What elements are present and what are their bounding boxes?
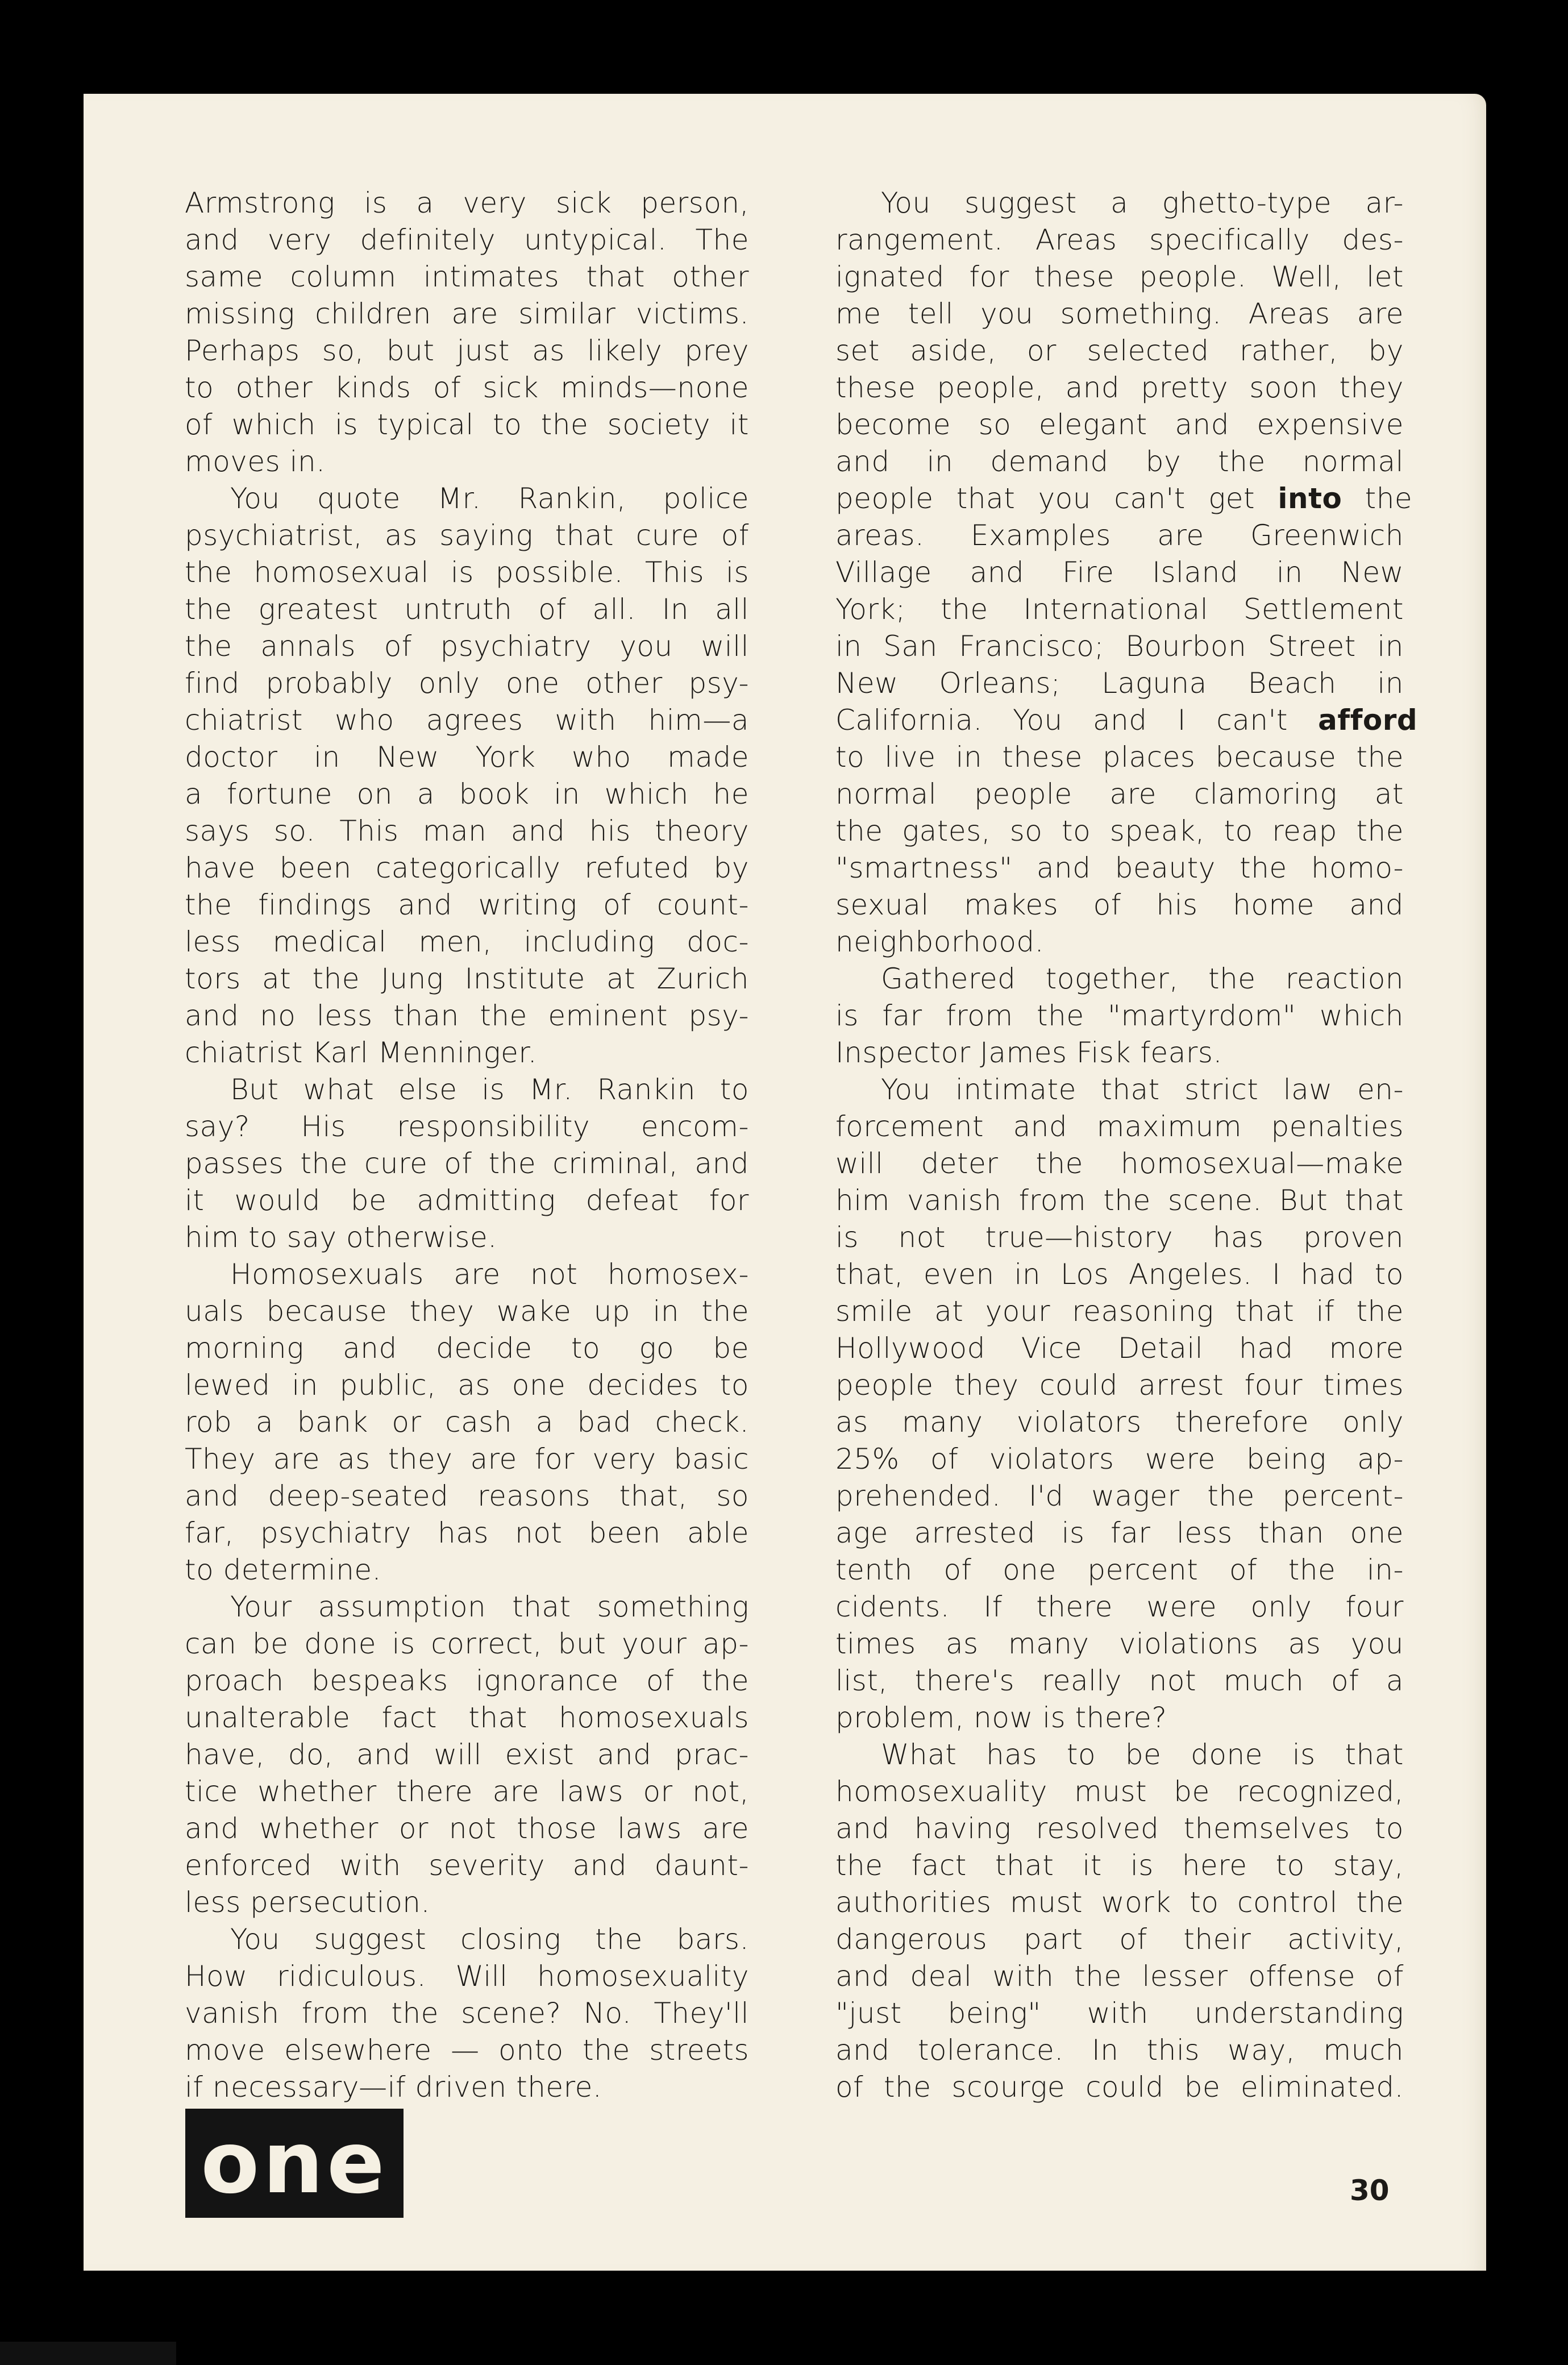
text-line: and whether or not those laws are (185, 1812, 749, 1845)
scan-color-bar (0, 2342, 176, 2365)
text-line: and no less than the eminent psy- (185, 999, 749, 1032)
text-line: says so. This man and his theory (185, 814, 749, 847)
text-line: that, even in Los Angeles. I had to (835, 1258, 1404, 1291)
text-line: say? His responsibility encom- (185, 1110, 749, 1143)
text-line: Homosexuals are not homosex- (230, 1258, 749, 1291)
text-line: to other kinds of sick minds—none (185, 371, 749, 404)
text-line: They are as they are for very basic (185, 1443, 749, 1475)
text-line: Inspector James Fisk fears. (835, 1036, 1222, 1069)
text-line: cidents. If there were only four (835, 1590, 1404, 1623)
text-line: How ridiculous. Will homosexuality (185, 1960, 749, 1993)
text-segment: people that you can't get (835, 482, 1278, 515)
text-line: set aside, or selected rather, by (835, 334, 1404, 367)
text-line: But what else is Mr. Rankin to (230, 1073, 749, 1106)
text-line: him to say otherwise. (185, 1221, 497, 1254)
text-line: missing children are similar victims. (185, 297, 749, 330)
text-line: rangement. Areas specifically des- (835, 223, 1404, 256)
text-line: passes the cure of the criminal, and (185, 1147, 749, 1180)
text-line: as many violators therefore only (835, 1406, 1404, 1439)
text-line: Perhaps so, but just as likely prey (185, 334, 749, 367)
text-line: and deal with the lesser offense of (835, 1960, 1404, 1993)
text-line: to live in these places because the (835, 741, 1404, 774)
text-line: the gates, so to speak, to reap the (835, 814, 1404, 847)
bold-emphasis: into (1278, 482, 1342, 515)
text-line: Armstrong is a very sick person, (185, 186, 749, 219)
text-line: You suggest a ghetto-type ar- (881, 186, 1404, 219)
text-line: find probably only one other psy- (185, 667, 749, 700)
text-line: You suggest closing the bars. (230, 1923, 749, 1956)
text-line: morning and decide to go be (185, 1332, 749, 1365)
page-number: 30 (1350, 2174, 1390, 2207)
text-line: it would be admitting defeat for (185, 1184, 749, 1217)
left-text-column (185, 185, 749, 2106)
text-line: the fact that it is here to stay, (835, 1849, 1404, 1882)
text-line: a fortune on a book in which he (185, 778, 749, 810)
right-text-column (835, 185, 1418, 2106)
text-line: chiatrist who agrees with him—a (185, 704, 749, 737)
text-line: neighborhood. (835, 925, 1045, 958)
text-line: York; the International Settlement (835, 593, 1404, 626)
text-line: tors at the Jung Institute at Zurich (185, 962, 749, 995)
text-line: unalterable fact that homosexuals (185, 1701, 749, 1734)
text-line: sexual makes of his home and (835, 888, 1404, 921)
text-line: chiatrist Karl Menninger. (185, 1036, 538, 1069)
text-line (835, 480, 1413, 517)
text-line: 25% of violators were being ap- (835, 1443, 1404, 1475)
text-line: lewed in public, as one decides to (185, 1369, 749, 1402)
text-line: and very definitely untypical. The (185, 223, 749, 256)
text-line: New Orleans; Laguna Beach in (835, 667, 1404, 700)
text-line: "just being" with understanding (835, 1997, 1404, 2030)
text-line: if necessary—if driven there. (185, 2071, 602, 2104)
text-line: people they could arrest four times (835, 1369, 1404, 1402)
text-line: smile at your reasoning that if the (835, 1295, 1404, 1328)
text-segment: the (1342, 482, 1413, 515)
text-line: uals because they wake up in the (185, 1295, 749, 1328)
text-line: ignated for these people. Well, let (835, 260, 1404, 293)
text-line: me tell you something. Areas are (835, 297, 1404, 330)
text-line: enforced with severity and daunt- (185, 1849, 749, 1882)
text-line: Hollywood Vice Detail had more (835, 1332, 1404, 1365)
text-line: to determine. (185, 1553, 382, 1586)
text-line: and in demand by the normal (835, 445, 1404, 478)
text-line: is not true—history has proven (835, 1221, 1404, 1254)
text-line: forcement and maximum penalties (835, 1110, 1404, 1143)
text-line: What has to be done is that (881, 1738, 1404, 1771)
text-line: same column intimates that other (185, 260, 749, 293)
text-line: can be done is correct, but your ap- (185, 1627, 749, 1660)
text-line: prehended. I'd wager the percent- (835, 1479, 1404, 1512)
text-line: less persecution. (185, 1886, 430, 1919)
text-line: become so elegant and expensive (835, 408, 1404, 441)
one-magazine-logo: one (185, 2109, 404, 2218)
text-line: and tolerance. In this way, much (835, 2034, 1404, 2067)
text-line: and deep-seated reasons that, so (185, 1479, 749, 1512)
text-line: the homosexual is possible. This is (185, 556, 749, 589)
text-line: far, psychiatry has not been able (185, 1516, 749, 1549)
bold-emphasis: afford (1318, 704, 1418, 737)
text-line: Your assumption that something (230, 1590, 749, 1623)
text-line: You quote Mr. Rankin, police (230, 482, 749, 515)
text-line: homosexuality must be recognized, (835, 1775, 1404, 1808)
text-line: times as many violations as you (835, 1627, 1404, 1660)
text-line: age arrested is far less than one (835, 1516, 1404, 1549)
text-line: rob a bank or cash a bad check. (185, 1406, 749, 1439)
text-line: less medical men, including doc- (185, 925, 749, 958)
text-line: these people, and pretty soon they (835, 371, 1404, 404)
text-line: psychiatrist, as saying that cure of (185, 519, 749, 552)
text-line: have been categorically refuted by (185, 851, 749, 884)
text-line: tenth of one percent of the in- (835, 1553, 1404, 1586)
magazine-page (84, 94, 1486, 2271)
text-segment: California. You and I can't (835, 704, 1319, 737)
text-line: tice whether there are laws or not, (185, 1775, 749, 1808)
text-line: in San Francisco; Bourbon Street in (835, 630, 1404, 663)
text-line: is far from the "martyrdom" which (835, 999, 1404, 1032)
text-line: of the scourge could be eliminated. (835, 2071, 1404, 2104)
text-line: proach bespeaks ignorance of the (185, 1664, 749, 1697)
text-line: the findings and writing of count- (185, 888, 749, 921)
text-line: authorities must work to control the (835, 1886, 1404, 1919)
text-line: list, there's really not much of a (835, 1664, 1404, 1697)
text-line: will deter the homosexual—make (835, 1147, 1404, 1180)
text-line: areas. Examples are Greenwich (835, 519, 1404, 552)
text-line (835, 702, 1418, 739)
text-line: Village and Fire Island in New (835, 556, 1404, 589)
text-line: and having resolved themselves to (835, 1812, 1404, 1845)
text-line: normal people are clamoring at (835, 778, 1404, 810)
text-line: move elsewhere — onto the streets (185, 2034, 749, 2067)
text-line: the greatest untruth of all. In all (185, 593, 749, 626)
text-line: problem, now is there? (835, 1701, 1167, 1734)
text-line: "smartness" and beauty the homo- (835, 851, 1404, 884)
text-line: doctor in New York who made (185, 741, 749, 774)
text-line: dangerous part of their activity, (835, 1923, 1404, 1956)
text-line: You intimate that strict law en- (881, 1073, 1404, 1106)
text-line: the annals of psychiatry you will (185, 630, 749, 663)
text-line: vanish from the scene? No. They'll (185, 1997, 749, 2030)
text-line: Gathered together, the reaction (881, 962, 1404, 995)
text-line: moves in. (185, 445, 326, 478)
text-line: him vanish from the scene. But that (835, 1184, 1404, 1217)
text-line: of which is typical to the society it (185, 408, 749, 441)
text-line: have, do, and will exist and prac- (185, 1738, 749, 1771)
